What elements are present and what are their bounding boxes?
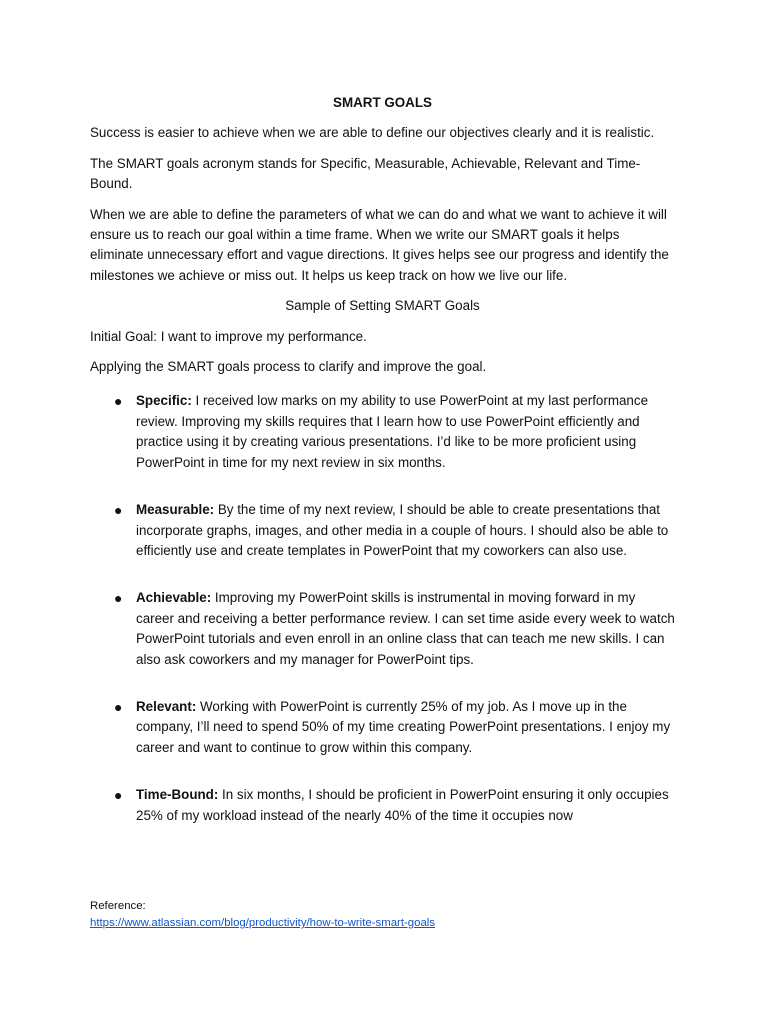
applying-paragraph: Applying the SMART goals process to clarify and improve the goal. bbox=[90, 359, 487, 375]
bullet-icon: ● bbox=[114, 698, 123, 715]
document-title: SMART GOALS bbox=[333, 95, 432, 110]
bullet-term: Time-Bound: bbox=[136, 787, 219, 803]
bullet-relevant bbox=[90, 697, 675, 758]
bullet-specific bbox=[90, 391, 675, 473]
section-subtitle: Sample of Setting SMART Goals bbox=[285, 298, 480, 314]
bullet-text: Improving my PowerPoint skills is instrumental in moving forward in my career and receiving a better performance review. I can set time aside every week to watch PowerPoint tutorials and even enroll in an online class that can teach me new skills. I can also ask coworkers and my manager for PowerPoint tips. bbox=[136, 590, 675, 667]
bullet-icon: ● bbox=[114, 590, 123, 607]
bullet-achievable bbox=[90, 588, 675, 670]
bullet-icon: ● bbox=[114, 502, 123, 519]
reference-block bbox=[90, 898, 435, 932]
initial-goal: Initial Goal: I want to improve my performance. bbox=[90, 328, 367, 344]
bullet-term: Achievable: bbox=[136, 590, 212, 606]
reference-label: Reference: bbox=[90, 900, 146, 912]
bullet-term: Relevant: bbox=[136, 698, 197, 714]
bullet-term: Measurable: bbox=[136, 502, 215, 518]
bullet-text: Working with PowerPoint is currently 25% of my job. As I move up in the company, I’ll need to spend 50% of my time creating PowerPoint presentations. I enjoy my career and want to continue to grow within this company. bbox=[136, 698, 671, 755]
bullet-text: I received low marks on my ability to use PowerPoint at my last performance review. Improving my skills requires that I learn how to use PowerPoint efficiently and practice using it by creating various presentations. I’d like to be more proficient using PowerPoint in time for my next review in six months. bbox=[136, 393, 649, 470]
bullet-icon: ● bbox=[114, 787, 123, 804]
parameters-paragraph: When we are able to define the parameters of what we can do and what we want to achieve it will ensure us to reach our goal within a time frame. When we write our SMART goals it helps eliminate unnecessary effort and vague directions. It gives helps see our progress and identify the milestones we achieve or miss out. It helps us keep track on how we live our life. bbox=[90, 206, 669, 283]
document-body bbox=[90, 93, 675, 853]
reference-link[interactable]: https://www.atlassian.com/blog/productivity/how-to-write-smart-goals bbox=[90, 917, 436, 929]
smart-bullet-list bbox=[90, 391, 675, 826]
intro-paragraph: Success is easier to achieve when we are able to define our objectives clearly and it is realistic. bbox=[90, 125, 655, 141]
bullet-measurable bbox=[90, 500, 675, 561]
bullet-icon: ● bbox=[114, 393, 123, 410]
bullet-text: In six months, I should be proficient in PowerPoint ensuring it only occupies 25% of my workload instead of the nearly 40% of the time it occupies now bbox=[136, 787, 669, 823]
acronym-paragraph: The SMART goals acronym stands for Specific, Measurable, Achievable, Relevant and Time-Bound. bbox=[90, 155, 641, 192]
bullet-text: By the time of my next review, I should be able to create presentations that incorporate graphs, images, and other media in a couple of hours. I should also be able to efficiently use and create templates in PowerPoint that my coworkers can also use. bbox=[136, 502, 669, 558]
bullet-term: Specific: bbox=[136, 393, 192, 409]
bullet-time-bound bbox=[90, 785, 675, 826]
